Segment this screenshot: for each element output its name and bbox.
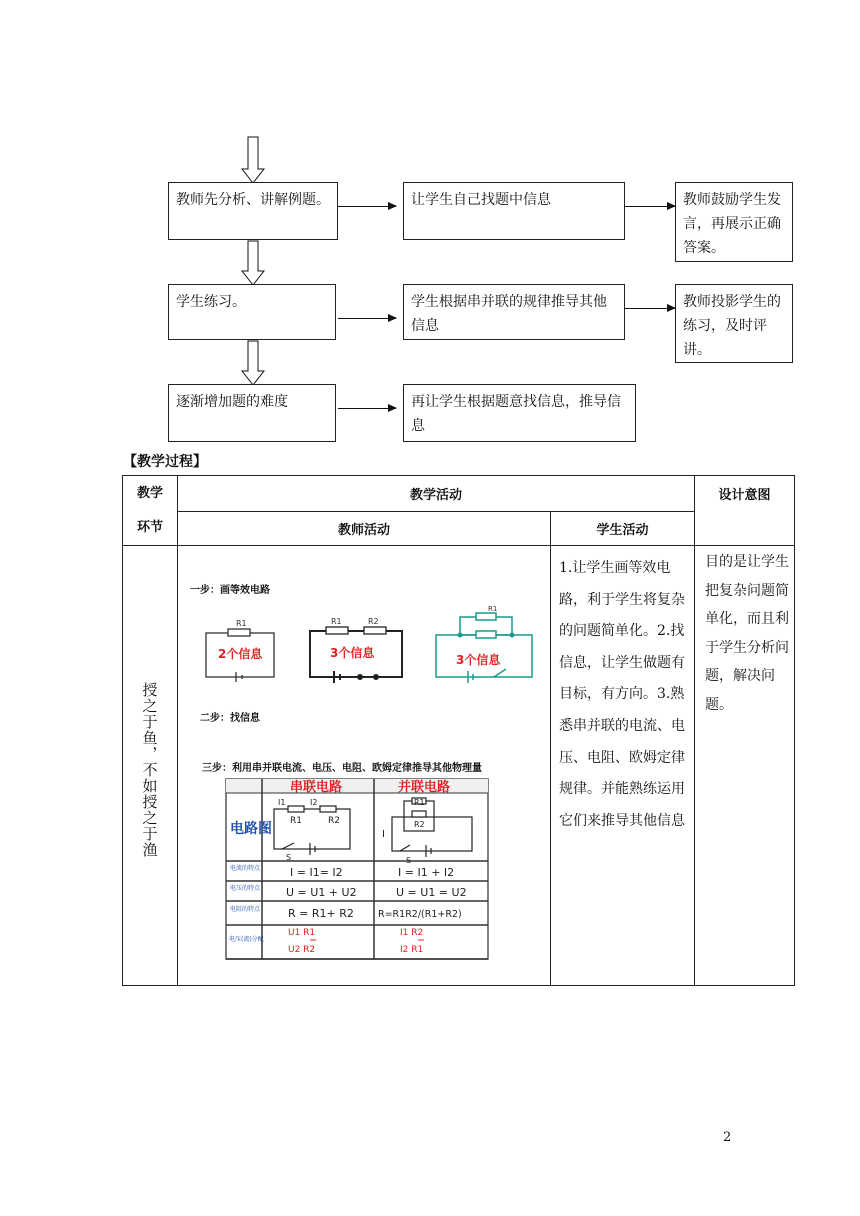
flow-box-projection: 教师投影学生的练习，及时评讲。 xyxy=(675,284,793,363)
parallel-divide-bottom: I2 R1 xyxy=(400,944,424,955)
header-student-activity: 学生活动 xyxy=(551,512,695,546)
series-voltage: U = U1 + U2 xyxy=(286,885,357,899)
circuit3-info-label: 3个信息 xyxy=(456,652,501,667)
header-teacher-activity: 教师活动 xyxy=(178,512,551,546)
circuit2-r2: R2 xyxy=(368,616,379,626)
teacher-activity-cell xyxy=(178,546,551,986)
series-current: I = I1= I2 xyxy=(290,865,343,879)
page-number: 2 xyxy=(723,1130,732,1145)
down-arrow-icon xyxy=(240,340,266,386)
right-arrow-icon xyxy=(338,206,396,207)
flow-box-encourage: 教师鼓励学生发言，再展示正确答案。 xyxy=(675,182,793,262)
series-divide-top: U1 R1 xyxy=(288,927,316,938)
parallel-switch: S xyxy=(406,855,412,865)
parallel-i: I xyxy=(382,828,385,840)
circuit1-r1: R1 xyxy=(236,618,247,628)
parallel-current: I = I1 + I2 xyxy=(398,865,455,879)
series-divide-bottom: U2 R2 xyxy=(288,944,316,955)
flow-box-increase-difficulty: 逐渐增加题的难度 xyxy=(168,384,336,442)
row-voltage-label: 电压的特点 xyxy=(230,884,261,892)
stage-cell xyxy=(123,546,178,986)
flow-box-find-again: 再让学生根据题意找信息，推导信息 xyxy=(403,384,636,442)
teaching-process-table xyxy=(122,475,795,986)
down-arrow-icon xyxy=(240,240,266,286)
series-header: 串联电路 xyxy=(290,779,343,795)
series-resistance: R = R1+ R2 xyxy=(288,906,354,920)
flow-box-practice: 学生练习。 xyxy=(168,284,336,340)
parallel-r2: R2 xyxy=(414,819,425,829)
series-i2: I2 xyxy=(310,797,318,807)
series-r1: R1 xyxy=(290,815,302,826)
series-r2: R2 xyxy=(328,815,340,826)
intent-cell: 目的是让学生把复杂问题简单化，而且利于学生分析问题，解决问题。 xyxy=(695,546,795,986)
parallel-divide-top: I1 R2 xyxy=(400,927,424,938)
circuit1-info-label: 2个信息 xyxy=(218,646,263,661)
parallel-r1: R1 xyxy=(414,797,425,807)
circuit2-info-label: 3个信息 xyxy=(330,645,375,660)
step1-label: 一步：画等效电路 xyxy=(190,584,270,596)
step2-label: 二步：找信息 xyxy=(200,712,260,724)
circuit3-r1: R1 xyxy=(488,604,498,613)
circuit-figure xyxy=(178,547,550,985)
header-intent: 设计意图 xyxy=(695,476,795,546)
row-resistance-label: 电阻的特点 xyxy=(230,905,261,913)
flow-box-teacher-explain: 教师先分析、讲解例题。 xyxy=(168,182,338,240)
stage-label: 授之于鱼，不如授之于渔 xyxy=(140,682,159,858)
circuit2-r1: R1 xyxy=(331,616,342,626)
right-arrow-icon xyxy=(338,318,396,319)
diagram-label: 电路图 xyxy=(230,820,272,837)
right-arrow-icon xyxy=(338,408,396,409)
student-activity-cell: 1.让学生画等效电路，利于学生将复杂的问题简单化。2.找信息，让学生做题有目标，有方向。3.熟悉串并联的电流、电压、电阻、欧姆定律规律。并能熟练运用它们来推导其他信息 xyxy=(551,546,695,986)
series-i1: I1 xyxy=(278,797,286,807)
parallel-voltage: U = U1 = U2 xyxy=(396,885,467,899)
flow-box-derive-info: 学生根据串并联的规律推导其他信息 xyxy=(403,284,625,340)
right-arrow-icon xyxy=(625,308,675,309)
right-arrow-icon xyxy=(625,206,675,207)
flow-box-find-info: 让学生自己找题中信息 xyxy=(403,182,625,240)
parallel-header: 并联电路 xyxy=(398,779,451,795)
header-activity: 教学活动 xyxy=(178,476,695,512)
series-switch: S xyxy=(286,852,292,862)
section-title: 【教学过程】 xyxy=(123,454,207,470)
row-divide-label: 电压(流)分配 xyxy=(229,935,264,943)
circuit-3 xyxy=(436,613,532,683)
step3-label: 三步：利用串并联电流、电压、电阻、欧姆定律推导其他物理量 xyxy=(202,762,482,774)
row-current-label: 电流的特点 xyxy=(230,864,261,872)
down-arrow-icon xyxy=(240,136,266,184)
header-stage: 教学 环节 xyxy=(123,476,178,546)
parallel-resistance: R=R1R2/(R1+R2) xyxy=(378,908,462,920)
